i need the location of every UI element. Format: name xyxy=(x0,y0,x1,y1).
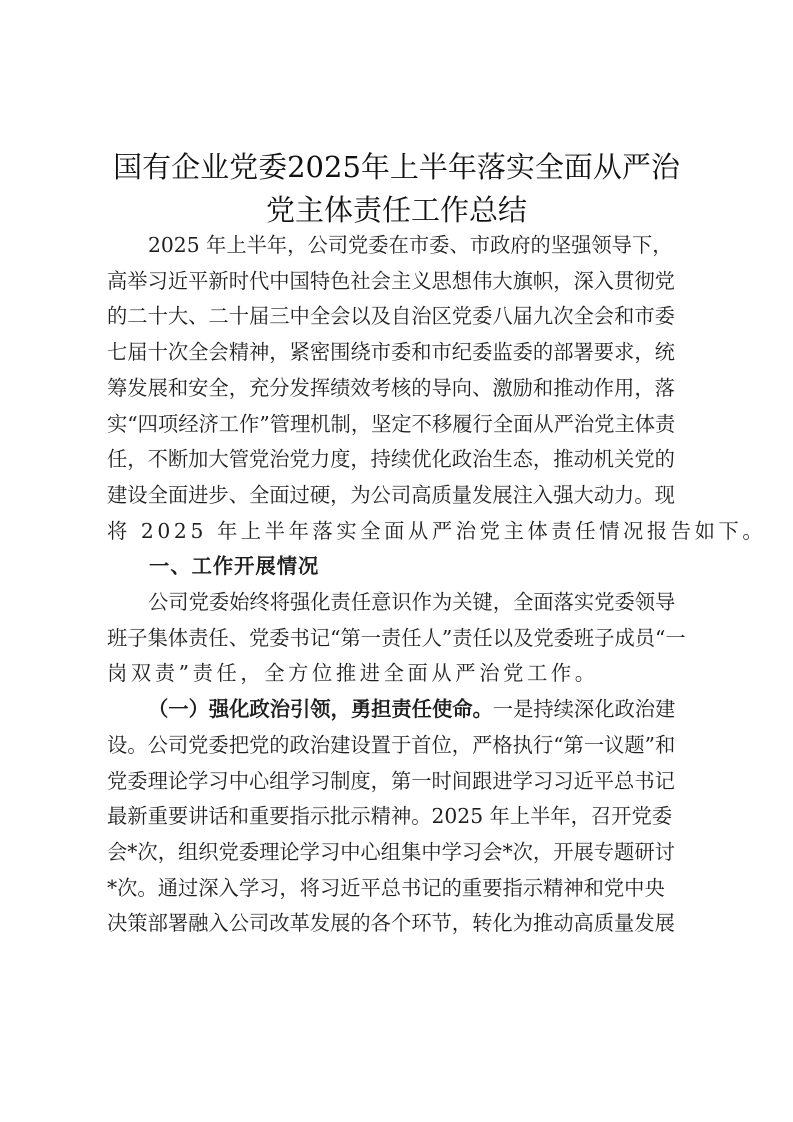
text-line: 岗双责”责任，全方位推进全面从严治党工作。 xyxy=(107,661,599,686)
text-line: 班子集体责任、党委书记“第一责任人”责任以及党委班子成员“一 xyxy=(107,625,686,650)
text-line: 实“四项经济工作”管理机制，坚定不移履行全面从严治党主体责 xyxy=(107,411,676,436)
section-heading: 一、工作开展情况 xyxy=(149,554,320,579)
text-line: 设。公司党委把党的政治建设置于首位，严格执行“第一议题”和 xyxy=(107,732,676,757)
subsection-first-line xyxy=(107,692,694,728)
subsection-lead: （一）强化政治引领，勇担责任使命。 xyxy=(148,697,493,722)
title-line-1: 国有企业党委2025年上半年落实全面从严治 xyxy=(113,150,680,184)
text-line: 决策部署融入公司改革发展的各个环节，转化为推动高质量发展 xyxy=(107,911,675,936)
text-line: 会*次，组织党委理论学习中心组集中学习会*次，开展专题研讨 xyxy=(107,839,675,864)
text-line: 建设全面进步、全面过硬，为公司高质量发展注入强大动力。现 xyxy=(107,482,675,507)
subsection-paragraph xyxy=(107,692,694,942)
text-line: *次。通过深入学习，将习近平总书记的重要指示精神和党中央 xyxy=(107,875,665,900)
title-line-2: 党主体责任工作总结 xyxy=(265,193,527,227)
text-line: 任，不断加大管党治党力度，持续优化政治生态，推动机关党的 xyxy=(107,447,675,472)
text-line: 的二十大、二十届三中全会以及自治区党委八届九次全会和市委 xyxy=(107,304,675,329)
text-line: 高举习近平新时代中国特色社会主义思想伟大旗帜，深入贯彻党 xyxy=(107,268,675,293)
text-line: 公司党委始终将强化责任意识作为关键，全面落实党委领导 xyxy=(148,590,676,615)
section-paragraph xyxy=(107,585,694,692)
document-body xyxy=(107,228,767,942)
text-line: 七届十次全会精神，紧密围绕市委和市纪委监委的部署要求，统 xyxy=(107,340,675,365)
text-line: 最新重要讲话和重要指示批示精神。2025 年上半年，召开党委 xyxy=(107,804,673,829)
text-line: 党委理论学习中心组学习制度，第一时间跟进学习习近平总书记 xyxy=(107,768,675,793)
text-segment: 一是持续深化政治建 xyxy=(492,697,676,722)
intro-paragraph xyxy=(107,228,767,549)
text-line: 2025 年上半年，公司党委在市委、市政府的坚强领导下， xyxy=(148,233,673,257)
text-line: 筹发展和安全，充分发挥绩效考核的导向、激励和推动作用，落 xyxy=(107,375,675,400)
document-title xyxy=(100,146,693,232)
text-line: 将 2025 年上半年落实全面从严治党主体责任情况报告如下。 xyxy=(107,518,767,543)
